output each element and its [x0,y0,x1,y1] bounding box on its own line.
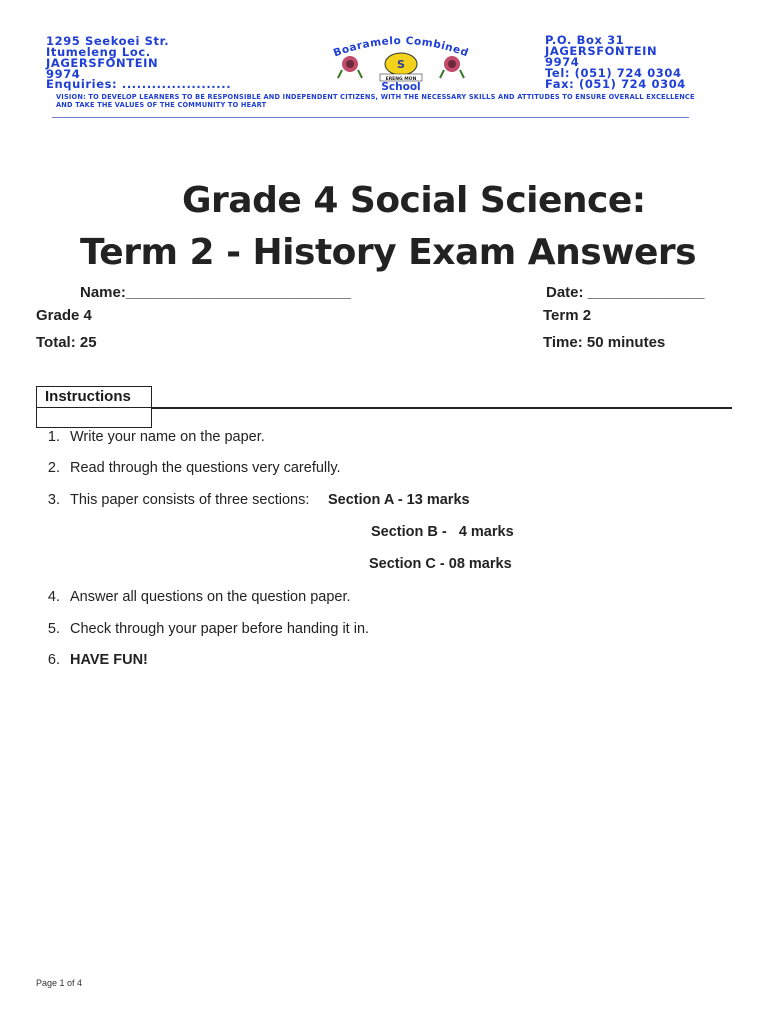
contact-line: Fax: (051) 724 0304 [545,77,686,91]
logo-top-text: Boaramelo Combined [331,34,471,60]
school-address [46,36,169,80]
school-contact [545,35,686,90]
flower-left-icon [338,56,362,78]
address-line: Itumeleng Loc. [46,45,151,59]
instructions-heading-cell [36,408,152,428]
grade-label: Grade 4 [36,307,92,324]
list-item-number: 3. [47,492,60,508]
instructions-heading: Instructions [36,386,152,408]
term-label: Term 2 [543,307,592,324]
school-logo [308,30,494,92]
vision-statement: VISION: TO DEVELOP LEARNERS TO BE RESPONSIBLE AND INDEPENDENT CITIZENS, WITH THE NECESSARY SKILLS AND ATTITUDES TO ENSURE OVERALL EXCELLENCE AND TAKE THE VALUES OF THE COMMUNITY TO HEART [56,93,695,109]
list-item: This paper consists of three sections: [70,492,310,508]
address-line: 9974 [46,67,81,81]
date-field: Date: ______________ [546,284,705,301]
list-item-number: 1. [47,429,60,445]
address-line: JAGERSFONTEIN [46,56,159,70]
logo-banner: ERENG MON [385,77,417,82]
list-item-number: 2. [47,460,60,476]
contact-line: 9974 [545,55,580,69]
list-item: Write your name on the paper. [70,429,265,445]
page-title-line2: Term 2 - History Exam Answers [80,232,697,273]
logo-bottom-text: School [381,81,421,92]
list-item-number: 6. [47,652,60,668]
list-item-number: 5. [47,621,60,637]
address-line: 1295 Seekoei Str. [46,34,170,48]
contact-line: Tel: (051) 724 0304 [545,66,682,80]
list-item: Check through your paper before handing it in. [70,621,370,637]
list-item-number: 4. [47,589,60,605]
list-item: Read through the questions very carefully. [70,460,341,476]
section-a-marks: Section A - 13 marks [328,492,470,508]
contact-line: P.O. Box 31 [545,33,625,47]
contact-line: JAGERSFONTEIN [545,44,658,58]
section-c-marks: Section C - 08 marks [369,556,512,572]
total-label: Total: 25 [36,334,97,351]
list-item: Answer all questions on the question paper. [70,589,351,605]
letterhead-divider [52,117,689,118]
page-number: Page 1 of 4 [36,978,83,988]
enquiries-line: Enquiries: ...................... [46,77,232,91]
flower-right-icon [440,56,464,78]
instructions-rule [152,407,732,409]
time-label: Time: 50 minutes [543,334,666,351]
section-b-marks: Section B - 4 marks [371,524,514,540]
name-field: Name:___________________________ [80,284,352,301]
svg-text:S: S [397,58,405,71]
list-item: HAVE FUN! [70,652,148,668]
page-title-line1: Grade 4 Social Science: [182,180,646,221]
